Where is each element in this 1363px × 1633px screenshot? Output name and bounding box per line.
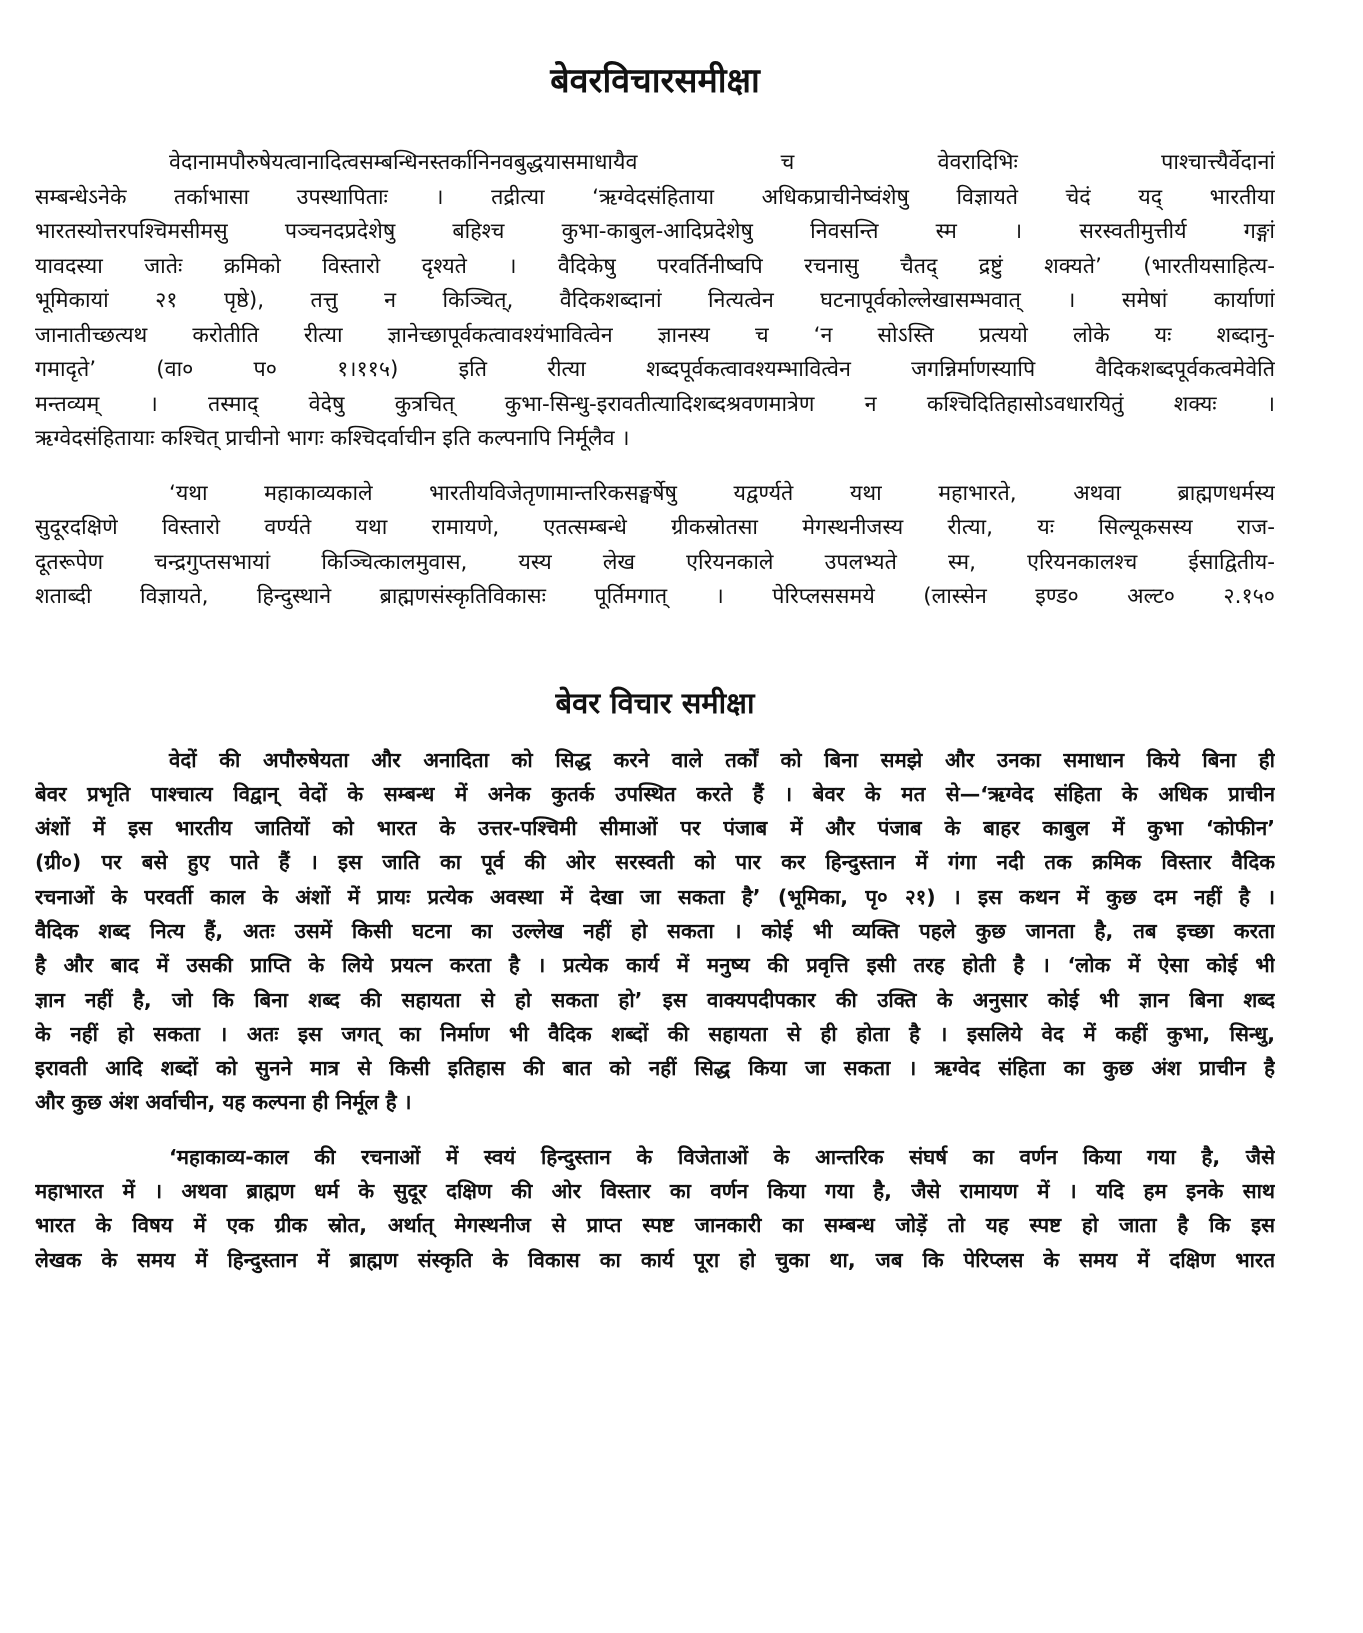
hindi-paragraph-2 <box>35 1140 1275 1277</box>
text-line: वेदों की अपौरुषेयता और अनादिता को सिद्ध करने वाले तर्कों को बिना समझे और उनका समाधान किये बिना ही <box>169 747 1275 772</box>
sanskrit-title: बेवरविचारसमीक्षा <box>550 61 760 101</box>
text-line: भारत के विषय में एक ग्रीक स्रोत, अर्थात् मेगस्थनीज से प्राप्त स्पष्ट जानकारी का सम्बन्ध जोड़ें तो यह स्पष्ट हो जाता है कि इस <box>35 1213 1275 1238</box>
text-line: के नहीं हो सकता । अतः इस जगत् का निर्माण भी वैदिक शब्दों की सहायता से ही होता है । इसलिये वेद में कहीं कुभा, सिन्धु, <box>35 1021 1275 1046</box>
text-line: है और बाद में उसकी प्राप्ति के लिये प्रयत्न करता है । प्रत्येक कार्य में मनुष्य की प्रवृत्ति इसी तरह होती है । ‘लोक में ऐसा कोई भी <box>35 953 1275 978</box>
text-line: भूमिकायां २१ पृष्ठे), तत्तु न किञ्चित्, वैदिकशब्दानां नित्यत्वेन घटनापूर्वकोल्लेखासम्भवात् । समेषां कार्याणां <box>35 288 1275 313</box>
text-line: यावदस्या जातेः क्रमिको विस्तारो दृश्यते । वैदिकेषु परवर्तिनीष्वपि रचनासु चैतद् द्रष्टुं शक्यते’ (भारतीयसाहित्य- <box>35 253 1275 279</box>
text-line: जानातीच्छत्यथ करोतीति रीत्या ज्ञानेच्छापूर्वकत्वावश्यंभावित्वेन ज्ञानस्य च ‘न सोऽस्ति प्रत्ययो लोके यः शब्दानु- <box>35 322 1275 348</box>
hindi-section <box>35 743 1275 1277</box>
text-line: सुदूरदक्षिणे विस्तारो वर्ण्यते यथा रामायणे, एतत्सम्बन्धे ग्रीकस्रोतसा मेगस्थनीजस्य रीत्या, यः सिल्यूकसस्य राज- <box>35 515 1275 540</box>
text-line: और कुछ अंश अर्वाचीन, यह कल्पना ही निर्मूल है । <box>35 1090 412 1115</box>
text-line: रचनाओं के परवर्ती काल के अंशों में प्रायः प्रत्येक अवस्था में देखा जा सकता है’ (भूमिका, पृ० २१) । इस कथन में कुछ दम नहीं है । <box>35 884 1275 909</box>
text-line: सम्बन्धेऽनेके तर्काभासा उपस्थापिताः । तद्रीत्या ‘ऋग्वेदसंहिताया अधिकप्राचीनेष्वंशेषु विज्ञायते चेदं यद् भारतीया <box>35 184 1275 210</box>
sanskrit-section <box>35 146 1275 615</box>
text-line: वैदिक शब्द नित्य हैं, अतः उसमें किसी घटना का उल्लेख नहीं हो सकता । कोई भी व्यक्ति पहले कुछ जानता है, तब इच्छा करता <box>35 918 1275 943</box>
text-line: इरावती आदि शब्दों को सुनने मात्र से किसी इतिहास की बात को नहीं सिद्ध किया जा सकता । ऋग्वेद संहिता का कुछ अंश प्राचीन है <box>35 1056 1275 1081</box>
text-line: महाभारत में । अथवा ब्राह्मण धर्म के सुदूर दक्षिण की ओर विस्तार का वर्णन किया गया है, जैसे रामायण में । यदि हम इनके साथ <box>35 1179 1275 1204</box>
text-line: (ग्री०) पर बसे हुए पाते हैं । इस जाति का पूर्व की ओर सरस्वती को पार कर हिन्दुस्तान में गंगा नदी तक क्रमिक विस्तार वैदिक <box>35 850 1275 875</box>
text-line: गमादृते’ (वा० प० १।११५) इति रीत्या शब्दपूर्वकत्वावश्यम्भावित्वेन जगन्निर्माणस्यापि वैदिकशब्दपूर्वकत्वमेवेति <box>35 357 1275 382</box>
text-line: अंशों में इस भारतीय जातियों को भारत के उत्तर-पश्चिमी सीमाओं पर पंजाब में और पंजाब के बाहर काबुल में कुभा ‘कोफीन’ <box>35 816 1275 841</box>
text-line: मन्तव्यम् । तस्माद् वेदेषु कुत्रचित् कुभा-सिन्धु-इरावतीत्यादिशब्दश्रवणमात्रेण न कश्चिदितिहासोऽवधारयितुं शक्यः । <box>35 391 1275 417</box>
text-line: लेखक के समय में हिन्दुस्तान में ब्राह्मण संस्कृति के विकास का कार्य पूरा हो चुका था, जब कि पेरिप्लस के समय में दक्षिण भारत <box>35 1247 1275 1272</box>
hindi-paragraph-1 <box>35 743 1275 1120</box>
text-line: बेवर प्रभृति पाश्चात्य विद्वान् वेदों के सम्बन्ध में अनेक कुतर्क उपस्थित करते हैं । बेवर के मत से—‘ऋग्वेद संहिता के अधिक प्राचीन <box>35 781 1275 806</box>
text-line: ज्ञान नहीं है, जो कि बिना शब्द की सहायता से हो सकता हो’ इस वाक्यपदीपकार की उक्ति के अनुसार कोई भी ज्ञान बिना शब्द <box>35 987 1275 1012</box>
text-line: ‘महाकाव्य-काल की रचनाओं में स्वयं हिन्दुस्तान के विजेताओं के आन्तरिक संघर्ष का वर्णन किया गया है, जैसे <box>169 1144 1275 1169</box>
text-line: दूतरूपेण चन्द्रगुप्तसभायां किञ्चित्कालमुवास, यस्य लेख एरियनकाले उपलभ्यते स्म, एरियनकालश्च ईसाद्वितीय- <box>35 549 1275 575</box>
sanskrit-paragraph-2 <box>35 477 1275 615</box>
sanskrit-paragraph-1 <box>35 146 1275 457</box>
text-line: ‘यथा महाकाव्यकाले भारतीयविजेतृणामान्तरिकसङ्घर्षेषु यद्वर्ण्यते यथा महाभारते, अथवा ब्राह्मणधर्मस्य <box>169 480 1275 506</box>
text-line: ऋग्वेदसंहितायाः कश्चित् प्राचीनो भागः कश्चिदर्वाचीन इति कल्पनापि निर्मूलैव । <box>35 426 630 451</box>
text-line: वेदानामपौरुषेयत्वानादित्वसम्बन्धिनस्तर्कानिनवबुद्धयासमाधायैव च वेवरादिभिः पाश्चात्त्यैर्वेदानां <box>169 150 1275 175</box>
text-line: शताब्दी विज्ञायते, हिन्दुस्थाने ब्राह्मणसंस्कृतिविकासः पूर्तिमगात् । पेरिप्लससमये (लास्सेन इण्ड० अल्ट० २.१५० <box>35 584 1275 609</box>
text-line: भारतस्योत्तरपश्चिमसीमसु पञ्चनदप्रदेशेषु बहिश्च कुभा-काबुल-आदिप्रदेशेषु निवसन्ति स्म । सरस्वतीमुत्तीर्य गङ्गां <box>35 219 1275 244</box>
hindi-title: बेवर विचार समीक्षा <box>555 685 755 720</box>
